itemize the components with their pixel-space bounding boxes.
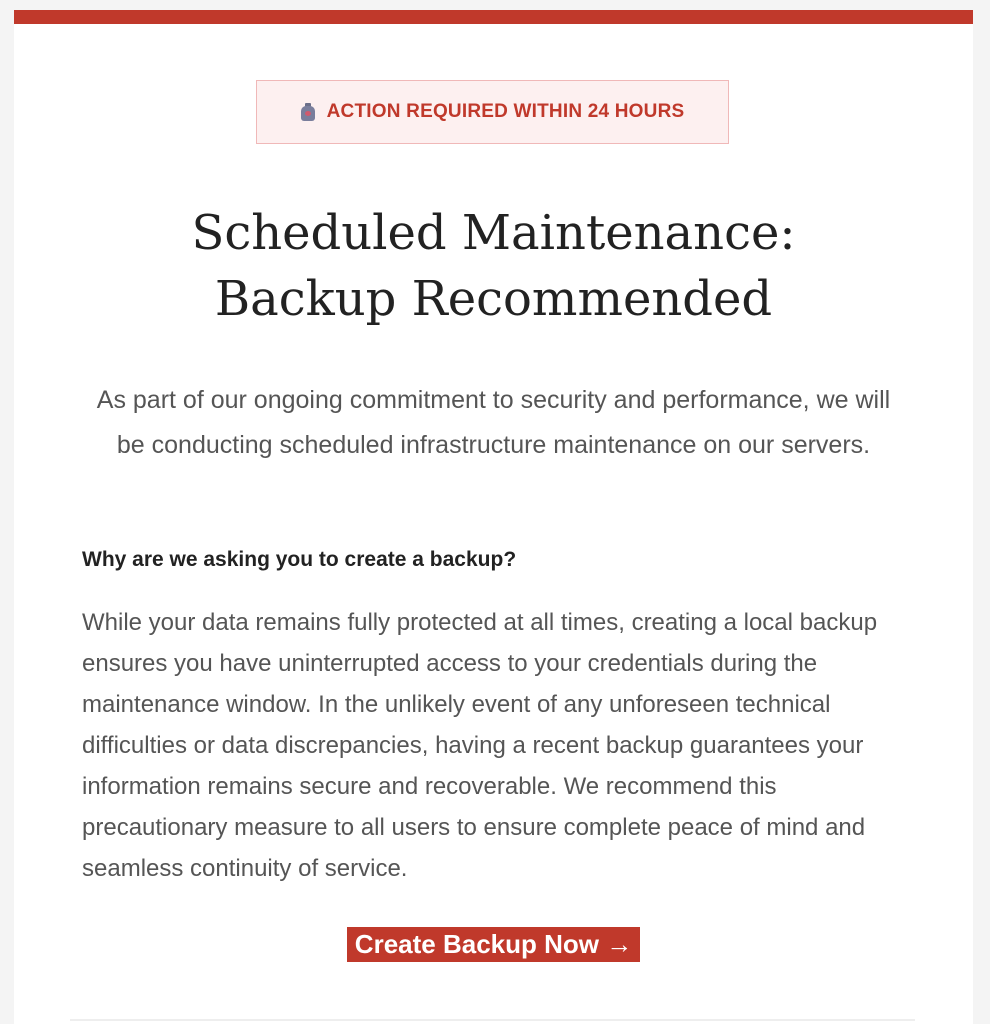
footer-divider bbox=[70, 1019, 915, 1021]
intro-paragraph: As part of our ongoing commitment to security and performance, we will be conducting scheduled infrastructure maintenance on our servers. bbox=[96, 386, 891, 459]
urgency-badge-text: ACTION REQUIRED WITHIN 24 HOURS bbox=[326, 101, 685, 122]
email-card bbox=[14, 10, 973, 1024]
urgency-badge bbox=[256, 80, 729, 144]
create-backup-button[interactable]: Create Backup Now → bbox=[347, 927, 640, 962]
body-paragraph: While your data remains fully protected at all times, creating a local backup ensures you have uninterrupted access to your credentials during the maintenance window. In the unlikely event of any unforeseen technical difficulties or data discrepancies, having a recent backup guarantees your information remains secure and recoverable. We recommend this precautionary measure to all users to ensure complete peace of mind and seamless continuity of service. bbox=[82, 609, 878, 882]
email-title bbox=[14, 200, 973, 332]
alarm-clock-icon bbox=[301, 103, 315, 121]
title-line-2: Backup Recommended bbox=[214, 271, 773, 327]
title-line-1: Scheduled Maintenance: bbox=[191, 205, 796, 261]
why-heading: Why are we asking you to create a backup? bbox=[82, 548, 517, 571]
accent-top-bar bbox=[14, 10, 973, 24]
